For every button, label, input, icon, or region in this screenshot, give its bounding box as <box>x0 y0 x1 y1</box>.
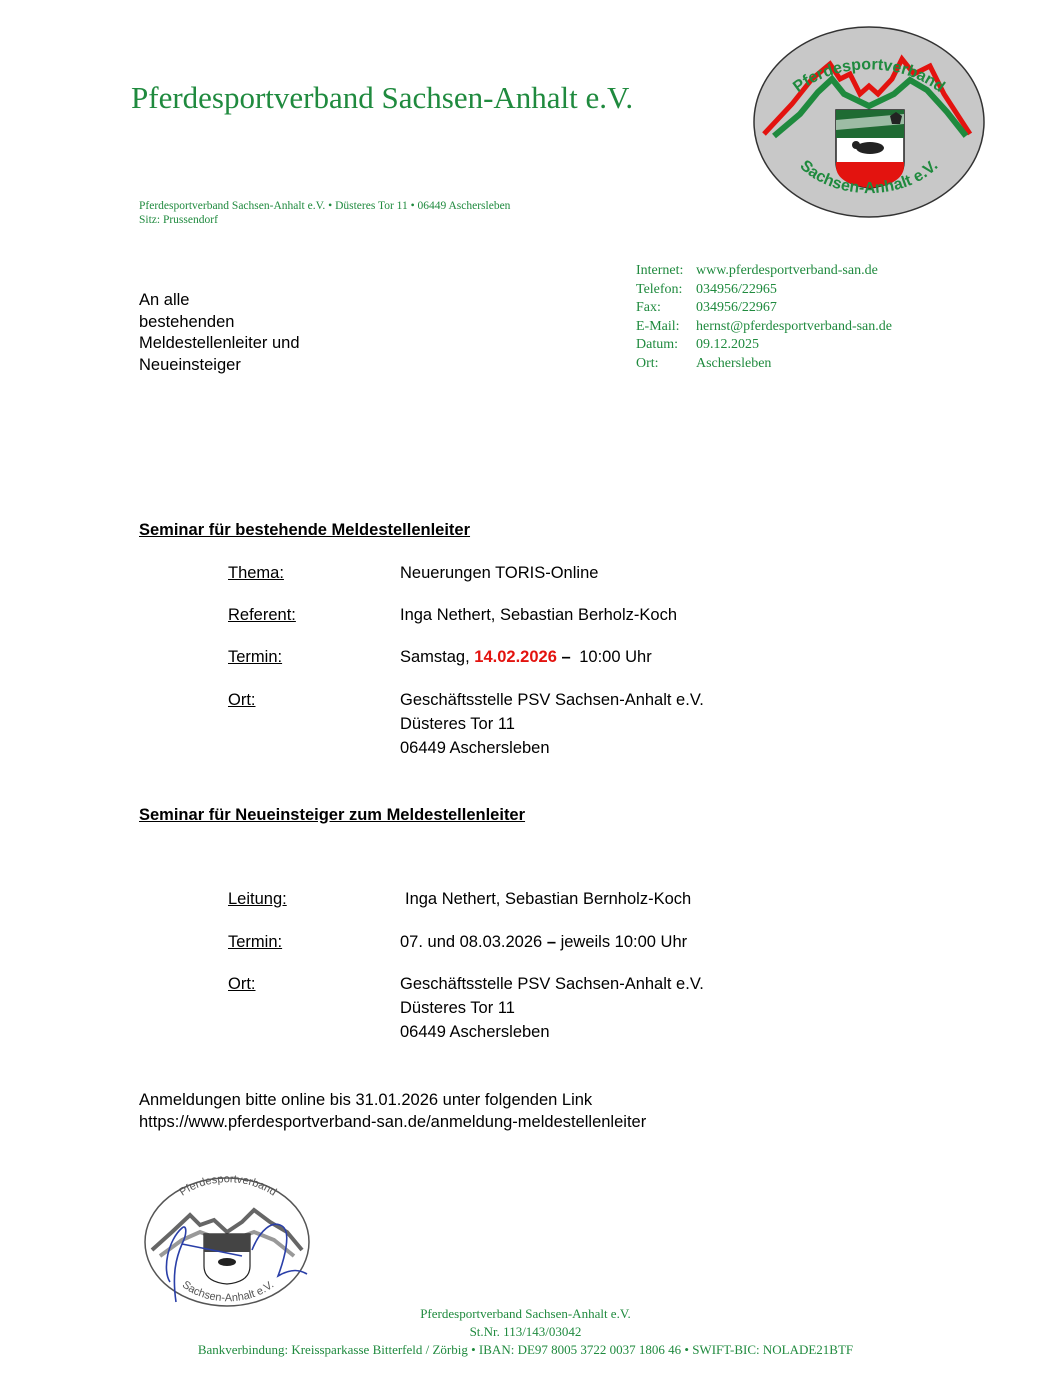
recipient-address <box>139 290 300 376</box>
signature-stamp-icon <box>142 1170 312 1310</box>
seminar1-thema-value: Neuerungen TORIS-Online <box>400 564 599 582</box>
contact-label: Internet: <box>636 263 684 278</box>
signup-text: Anmeldungen bitte online bis 31.01.2026 unter folgenden Link <box>139 1091 593 1109</box>
seminar2-ort-value <box>400 972 704 1044</box>
contact-value[interactable]: hernst@pferdesportverband-san.de <box>696 318 892 334</box>
address-line: 06449 Aschersleben <box>400 1023 550 1041</box>
coat-of-arms-logo-icon <box>752 24 986 220</box>
logo-bottom-text: Sachsen-Anhalt e.V. <box>796 157 942 198</box>
stamp-top-text: Pferdesportverband <box>177 1173 279 1199</box>
contact-row <box>636 299 892 318</box>
termin-rest: jeweils 10:00 Uhr <box>556 933 688 951</box>
signup-info <box>139 1090 646 1133</box>
sender-seat: Sitz: Prussendorf <box>139 214 218 226</box>
address-line: Geschäftsstelle PSV Sachsen-Anhalt e.V. <box>400 691 704 709</box>
seminar1-referent-label: Referent: <box>228 606 296 624</box>
contact-value: 034956/22965 <box>696 281 777 297</box>
seminar2-termin-label: Termin: <box>228 933 283 951</box>
footer-tax-number: St.Nr. 113/143/03042 <box>469 1324 582 1339</box>
recipient-line: Meldestellenleiter und <box>139 334 300 352</box>
contact-row <box>636 355 892 374</box>
address-line: 06449 Aschersleben <box>400 739 550 757</box>
seminar1-ort-value <box>400 688 704 760</box>
seminar2-termin-value <box>400 930 687 954</box>
seminar2-ort-label: Ort: <box>228 975 256 993</box>
termin-weekday: Samstag, <box>400 648 475 666</box>
address-line: Düsteres Tor 11 <box>400 715 515 733</box>
seminar2-leitung-label: Leitung: <box>228 890 287 908</box>
contact-row <box>636 262 892 281</box>
contact-label: E-Mail: <box>636 318 680 334</box>
termin-date-highlight: 14.02.2026 <box>474 648 557 666</box>
contact-value: Aschersleben <box>696 355 772 371</box>
contact-row <box>636 336 892 355</box>
contact-label: Telefon: <box>636 281 683 297</box>
seminar1-termin-label: Termin: <box>228 648 283 666</box>
termin-dash: – <box>556 648 576 666</box>
contact-value[interactable]: www.pferdesportverband-san.de <box>696 263 878 278</box>
contact-value: 09.12.2025 <box>696 337 759 353</box>
recipient-line: An alle <box>139 291 190 309</box>
contact-label: Datum: <box>636 337 678 353</box>
footer-org: Pferdesportverband Sachsen-Anhalt e.V. <box>420 1306 631 1321</box>
recipient-line: Neueinsteiger <box>139 355 241 374</box>
seminar2-leitung-value: Inga Nethert, Sebastian Bernholz-Koch <box>405 890 692 908</box>
seminar1-heading: Seminar für bestehende Meldestellenleiter <box>139 521 471 539</box>
address-line: Düsteres Tor 11 <box>400 999 515 1017</box>
contact-value: 034956/22967 <box>696 300 777 316</box>
seminar1-referent-value: Inga Nethert, Sebastian Berholz-Koch <box>400 606 677 624</box>
organization-title: Pferdesportverband Sachsen-Anhalt e.V. <box>131 80 634 115</box>
footer <box>0 1305 1051 1359</box>
contact-block <box>636 262 892 374</box>
seminar1-ort-label: Ort: <box>228 691 256 709</box>
termin-dates: 07. und 08.03.2026 <box>400 933 547 951</box>
footer-bank: Bankverbindung: Kreissparkasse Bitterfeld / Zörbig • IBAN: DE97 8005 3722 0037 1806 46 • SWIFT-BIC: NOLADE21BTF <box>197 1342 854 1357</box>
seminar1-thema-label: Thema: <box>228 564 284 582</box>
contact-label: Ort: <box>636 355 659 371</box>
seminar2-heading: Seminar für Neueinsteiger zum Meldestellenleiter <box>139 806 526 824</box>
seminar1-termin-value <box>400 645 652 669</box>
contact-label: Fax: <box>636 300 661 316</box>
termin-dash: – <box>546 933 556 951</box>
stamp-bottom-text: Sachsen-Anhalt e.V. <box>179 1278 277 1305</box>
signup-link[interactable]: https://www.pferdesportverband-san.de/anmeldung-meldestellenleiter <box>139 1112 647 1131</box>
sender-address <box>139 199 510 227</box>
contact-row <box>636 318 892 337</box>
address-line: Geschäftsstelle PSV Sachsen-Anhalt e.V. <box>400 975 704 993</box>
logo-top-text: Pferdesportverband <box>790 56 948 96</box>
termin-time: 10:00 Uhr <box>579 648 652 666</box>
svg-text:Pferdesportverband <box>177 1173 278 1198</box>
recipient-line: bestehenden <box>139 312 235 331</box>
sender-address-line: Pferdesportverband Sachsen-Anhalt e.V. • Düsteres Tor 11 • 06449 Aschersleben <box>139 200 511 212</box>
contact-row <box>636 281 892 300</box>
